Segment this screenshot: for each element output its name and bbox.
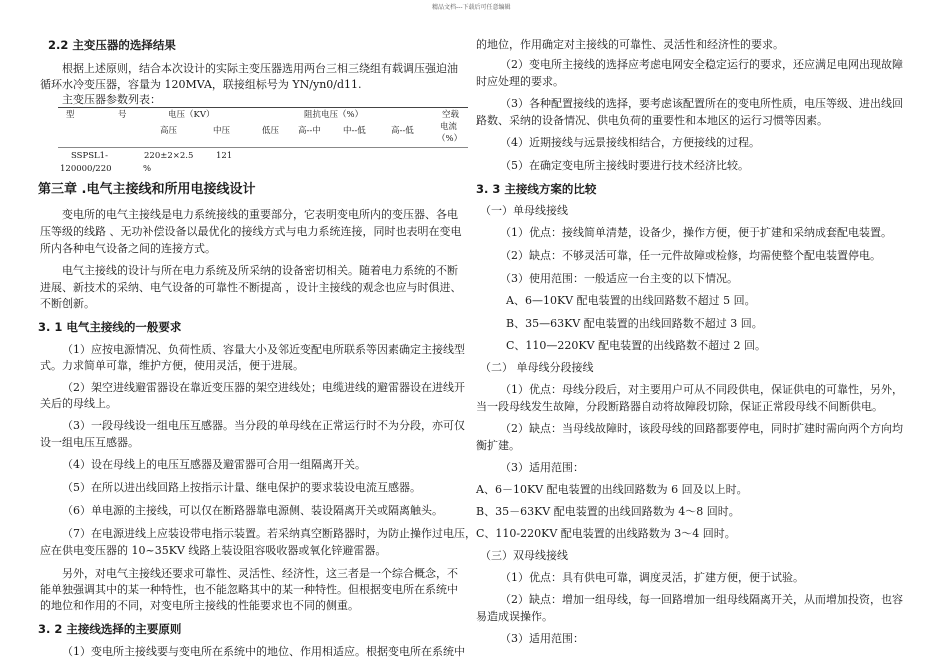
list-item: C、110-220KV 配电装置的出线路数为 3～4 回时。	[476, 527, 736, 540]
list-item: （7）在电源进线上应装设带电指示装置。若采纳真空断路器时，为防止操作过电压，	[62, 527, 476, 540]
table-header-noload: 电流	[440, 122, 458, 132]
subsection-title: （一）单母线接线	[480, 204, 568, 217]
list-item: （2）变电所主接线的选择应考虑电网安全稳定运行的要求，还应满足电网出现故障	[500, 58, 903, 71]
list-item: A、6—10KV 配电装置的出线回路数不超过 5 回。	[506, 294, 756, 307]
list-item: （6）单电源的主接线，可以仅在断路器靠电源侧、装设隔离开关或隔离触头。	[62, 504, 443, 517]
table-header-noload: （%）	[437, 134, 463, 144]
list-item: （3）适用范围：	[500, 461, 584, 474]
table-cell-model: 120000/220	[60, 164, 112, 174]
table-header-impedance: 阻抗电压（%）	[304, 110, 364, 120]
list-item: C、110—220KV 配电装置的出线路数不超过 2 回。	[506, 339, 767, 352]
list-item: （4）近期接线与远景接线相结合，方便接线的过程。	[500, 136, 760, 149]
list-item: 时应处理的要求。	[476, 75, 564, 88]
list-item: （5）在所以进出线回路上按指示计量、继电保护的要求装设电流互感器。	[62, 481, 421, 494]
list-item: （3）一段母线设一组电压互感器。当分段的单母线在正常运行时不为分段，亦可仅	[62, 419, 465, 432]
table-header-noload: 空载	[442, 110, 460, 120]
table-header-mid-low: 中--低	[343, 126, 366, 136]
paragraph-line: 循环水冷变压器，容量为 120MVA，联接组标号为 YN/yn0/d11.	[40, 78, 362, 91]
list-item: （2）缺点：当母线故障时，该段母线的回路都要停电，同时扩建时需向两个方向均	[500, 422, 903, 435]
table-header-number: 号	[118, 110, 127, 120]
list-item: （5）在确定变电所主接线时要进行技术经济比较。	[500, 159, 749, 172]
paragraph-line: 不断创新。	[40, 297, 95, 310]
paragraph-line: 根据上述原则，结合本次设计的实际主变压器选用两台三相三绕组有载调压强迫油	[62, 62, 458, 75]
list-item: 应在供电变压器的 10~35KV 线路上装设阻容吸收器或氧化锌避雷器。	[40, 544, 387, 557]
table-cell-percent: %	[143, 164, 152, 174]
list-item: A、6－10KV 配电装置的出线回路数为 6 回及以上时。	[476, 483, 748, 496]
list-item: B、35－63KV 配电装置的出线回路数为 4～8 回时。	[476, 505, 740, 518]
table-header-voltage: 电压（KV）	[168, 110, 215, 120]
table-header-type: 型	[66, 110, 75, 120]
section-heading: 3. 2 主接线选择的主要原则	[38, 622, 182, 636]
list-item: 易造成误操作。	[476, 610, 553, 623]
table-cell-mid-voltage: 121	[216, 151, 233, 161]
list-item: （3）使用范围：一般适应一台主变的以下情况。	[500, 272, 738, 285]
paragraph-line: 另外，对电气主接线还要求可靠性、灵活性、经济性，这三者是一个综合概念，不	[62, 567, 458, 580]
list-item: B、35—63KV 配电装置的出线回路数不超过 3 回。	[506, 317, 763, 330]
paragraph-line: 压等级的线路 、无功补偿设备以最优化的接线方式与电力系统连接，同时也表明在变电	[40, 225, 462, 238]
list-item: （3）各种配置接线的选择，要考虑该配置所在的变电所性质，电压等级、进出线回	[500, 97, 903, 110]
subsection-title: （二） 单母线分段接线	[480, 361, 594, 374]
paragraph-line: 能单独强调其中的某一种特性，也不能忽略其中的某一种特性。但根据变电所在系统中	[40, 583, 458, 596]
chapter-title: 第三章 .电气主接线和所用电接线设计	[38, 182, 256, 197]
list-item: （1）变电所主接线要与变电所在系统中的地位、作用相适应。根据变电所在系统中	[62, 645, 465, 658]
table-header-rule	[58, 147, 468, 148]
list-item: 关后的母线上。	[40, 397, 117, 410]
section-heading: 3. 3 主接线方案的比较	[476, 182, 597, 196]
list-item: （1）优点：接线简单清楚，设备少，操作方便，便于扩建和采纳成套配电装置。	[500, 226, 892, 239]
paragraph-line: 进展、新技术的采纳、电气设备的可靠性不断提高 ，设计主接线的观念也应与时俱进、	[40, 281, 462, 294]
section-heading: 2.2 主变压器的选择结果	[48, 38, 176, 52]
table-header-high-mid: 高--中	[298, 126, 321, 136]
list-item: 设一组电压互感器。	[40, 436, 139, 449]
list-item: （4）设在母线上的电压互感器及避雷器可合用一组隔离开关。	[62, 458, 366, 471]
list-item: 式。力求简单可靠，维护方便，使用灵活，便于进展。	[40, 359, 304, 372]
paragraph-line: 变电所的电气主接线是电力系统接线的重要部分，它表明变电所内的变压器、各电	[62, 208, 458, 221]
list-item: （2）缺点：不够灵活可靠，任一元件故障或检修，均需使整个配电装置停电。	[500, 249, 881, 262]
table-cell-high-voltage: 220±2×2.5	[144, 151, 194, 161]
list-item: （2）架空进线避雷器设在靠近变压器的架空进线处；电缆进线的避雷器设在进线开	[62, 381, 465, 394]
table-cell-model: SSPSL1-	[71, 151, 108, 161]
subsection-title: （三）双母线接线	[480, 549, 568, 562]
list-item: （1）应按电源情况、负荷性质、容量大小及邻近变配电所联系等因素确定主接线型	[62, 343, 465, 356]
list-item: （2）缺点：增加一组母线，每一回路增加一组母线隔离开关，从而增加投资，也容	[500, 593, 903, 606]
paragraph-line: 的地位和作用的不同，对变电所主接线的性能要求也不同的侧重。	[40, 599, 359, 612]
table-caption: 主变压器参数列表：	[62, 93, 161, 106]
page-watermark: 精品文档---下载后可任意编辑	[432, 4, 511, 11]
table-header-low: 低压	[262, 126, 280, 136]
paragraph-line: 电气主接线的设计与所在电力系统及所采纳的设备密切相关。随着电力系统的不断	[62, 264, 458, 277]
list-item: 当一段母线发生故障，分段断路器自动将故障段切除，保证正常段母线不间断供电。	[476, 400, 883, 413]
table-header-mid: 中压	[213, 126, 231, 136]
list-item: 路数、采纳的设备情况、供电负荷的重要性和本地区的运行习惯等因素。	[476, 114, 828, 127]
paragraph-line: 所内各种电气设备之间的连接方式。	[40, 242, 216, 255]
list-item: （1）优点：母线分段后，对主要用户可从不同段供电，保证供电的可靠性，另外，	[500, 383, 903, 396]
list-item: （3）适用范围：	[500, 632, 584, 645]
list-item: 衡扩建。	[476, 439, 520, 452]
list-item: （1）优点：具有供电可靠，调度灵活，扩建方便，便于试验。	[500, 571, 804, 584]
table-header-high-low: 高--低	[391, 126, 414, 136]
paragraph-line: 的地位，作用确定对主接线的可靠性、灵活性和经济性的要求。	[476, 38, 784, 51]
section-heading: 3. 1 电气主接线的一般要求	[38, 320, 182, 334]
table-header-high: 高压	[160, 126, 178, 136]
